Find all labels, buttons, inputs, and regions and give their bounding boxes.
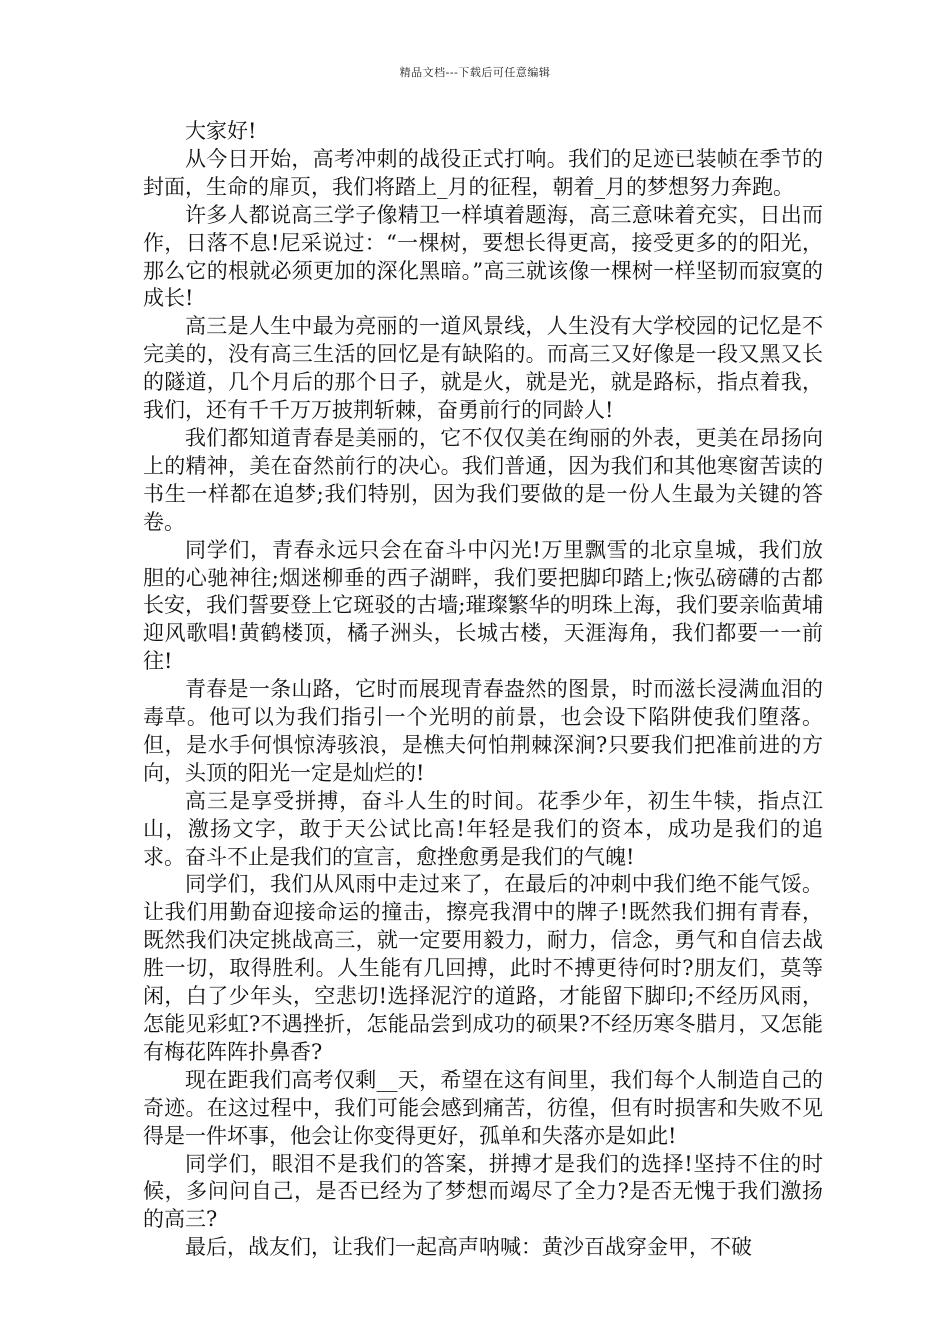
paragraph: 同学们，眼泪不是我们的答案，拼搏才是我们的选择!坚持不住的时候，多问问自己，是否已经为了梦想而竭尽了全力?是否无愧于我们激扬的高三? [143, 1151, 823, 1232]
paragraph: 高三是人生中最为亮丽的一道风景线，人生没有大学校园的记忆是不完美的，没有高三生活的回忆是有缺陷的。而高三又好像是一段又黑又长的隧道，几个月后的那个日子，就是火，就是光，就是路标，指点着我，我们，还有千千万万披荆斩棘，奋勇前行的同龄人! [143, 314, 823, 423]
paragraph: 现在距我们高考仅剩__天，希望在这有间里，我们每个人制造自己的奇迹。在这过程中，我们可能会感到痛苦，彷徨，但有时损害和失败不见得是一件坏事，他会让你变得更好，孤单和失落亦是如此! [143, 1067, 823, 1148]
page-header: 精品文档---下载后可任意编辑 [399, 66, 551, 79]
paragraph: 高三是享受拼搏，奋斗人生的时间。花季少年，初生牛犊，指点江山，激扬文字，敢于天公试比高!年轻是我们的资本，成功是我们的追求。奋斗不止是我们的宣言，愈挫愈勇是我们的气魄! [143, 788, 823, 869]
paragraph: 我们都知道青春是美丽的，它不仅仅美在绚丽的外表，更美在昂扬向上的精神，美在奋然前行的决心。我们普通，因为我们和其他寒窗苦读的书生一样都在追梦;我们特别，因为我们要做的是一份人生最为关键的答卷。 [143, 425, 823, 534]
paragraph: 同学们，我们从风雨中走过来了，在最后的冲刺中我们绝不能气馁。让我们用勤奋迎接命运的撞击，擦亮我渭中的牌子!既然我们拥有青春，既然我们决定挑战高三，就一定要用毅力，耐力，信念，勇气和自信去战胜一切，取得胜利。人生能有几回搏，此时不搏更待何时?朋友们，莫等闲，白了少年头，空悲切!选择泥泞的道路，才能留下脚印;不经历风雨，怎能见彩虹?不遇挫折，怎能品尝到成功的硕果?不经历寒冬腊月，又怎能有梅花阵阵扑鼻香? [143, 872, 823, 1064]
paragraph: 同学们，青春永远只会在奋斗中闪光!万里飘雪的北京皇城，我们放胆的心驰神往;烟迷柳垂的西子湖畔，我们要把脚印踏上;恢弘磅礴的古都长安，我们誓要登上它斑驳的古墙;璀璨繁华的明珠上海，我们要亲临黄埔迎风歌唱!黄鹤楼顶，橘子洲头，长城古楼，天涯海角，我们都要一一前往! [143, 537, 823, 674]
paragraph: 许多人都说高三学子像精卫一样填着题海，高三意味着充实，日出而作，日落不息!尼采说过：“一棵树，要想长得更高，接受更多的的阳光，那么它的根就必须更加的深化黑暗。”高三就该像一棵树一样坚韧而寂寞的成长! [143, 202, 823, 311]
paragraph: 青春是一条山路，它时而展现青春盎然的图景，时而滋长浸满血泪的毒草。他可以为我们指引一个光明的前景，也会设下陷阱使我们堕落。但，是水手何惧惊涛骇浪，是樵夫何怕荆棘深涧?只要我们把准前进的方向，头顶的阳光一定是灿烂的! [143, 677, 823, 785]
paragraph-closing: 最后，战友们，让我们一起高声呐喊：黄沙百战穿金甲，不破 [185, 1235, 752, 1260]
paragraph-greeting: 大家好! [185, 119, 257, 143]
document-body [143, 118, 823, 1262]
paragraph: 从今日开始，高考冲刺的战役正式打响。我们的足迹已装帧在季节的封面，生命的扉页，我们将踏上_月的征程，朝着_月的梦想努力奔跑。 [143, 146, 823, 199]
